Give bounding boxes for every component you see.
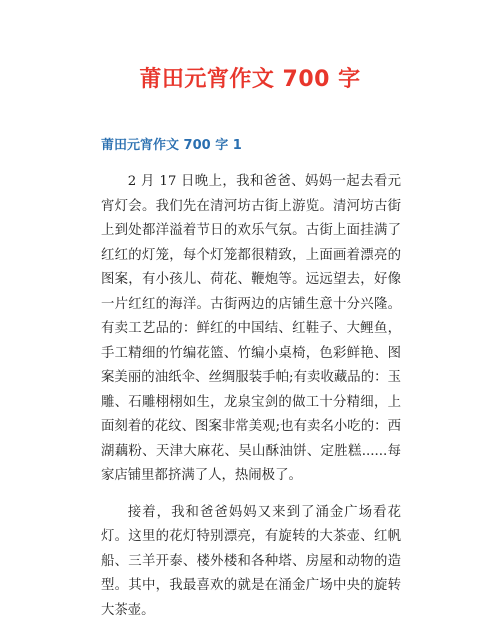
section-heading: 莆田元宵作文 700 字 1 <box>101 138 242 153</box>
paragraph-1: 2 月 17 日晚上，我和爸爸、妈妈一起去看元宵灯会。我们先在清河坊古街上游览。清河坊古街上到处都洋溢着节日的欢乐气氛。古街上面挂满了红红的灯笼，每个灯笼都很精致，上面画着漂亮的图案，有小孩儿、荷花、鞭炮等。远远望去，好像一片红红的海洋。古街两边的店铺生意十分兴隆。有卖工艺品的：鲜红的中国结、红鞋子、大鲤鱼，手工精细的竹编花篮、竹编小桌椅，色彩鲜艳、图案美丽的油纸伞、丝绸服装手帕;有卖收藏品的：玉雕、石雕栩栩如生，龙泉宝剑的做工十分精细，上面刻着的花纹、图案非常美观;也有卖名小吃的：西湖藕粉、天津大麻花、吴山酥油饼、定胜糕......每家店铺里都挤满了人，热闹极了。 <box>101 174 401 483</box>
document-title: 莆田元宵作文 700 字 <box>139 67 361 92</box>
paragraph-2: 接着，我和爸爸妈妈又来到了涌金广场看花灯。这里的花灯特别漂亮，有旋转的大茶壶、红帆船、三羊开泰、楼外楼和各种塔、房屋和动物的造型。其中，我最喜欢的就是在涌金广场中央的旋转大茶壶。 <box>101 504 401 618</box>
body-text <box>101 170 401 635</box>
